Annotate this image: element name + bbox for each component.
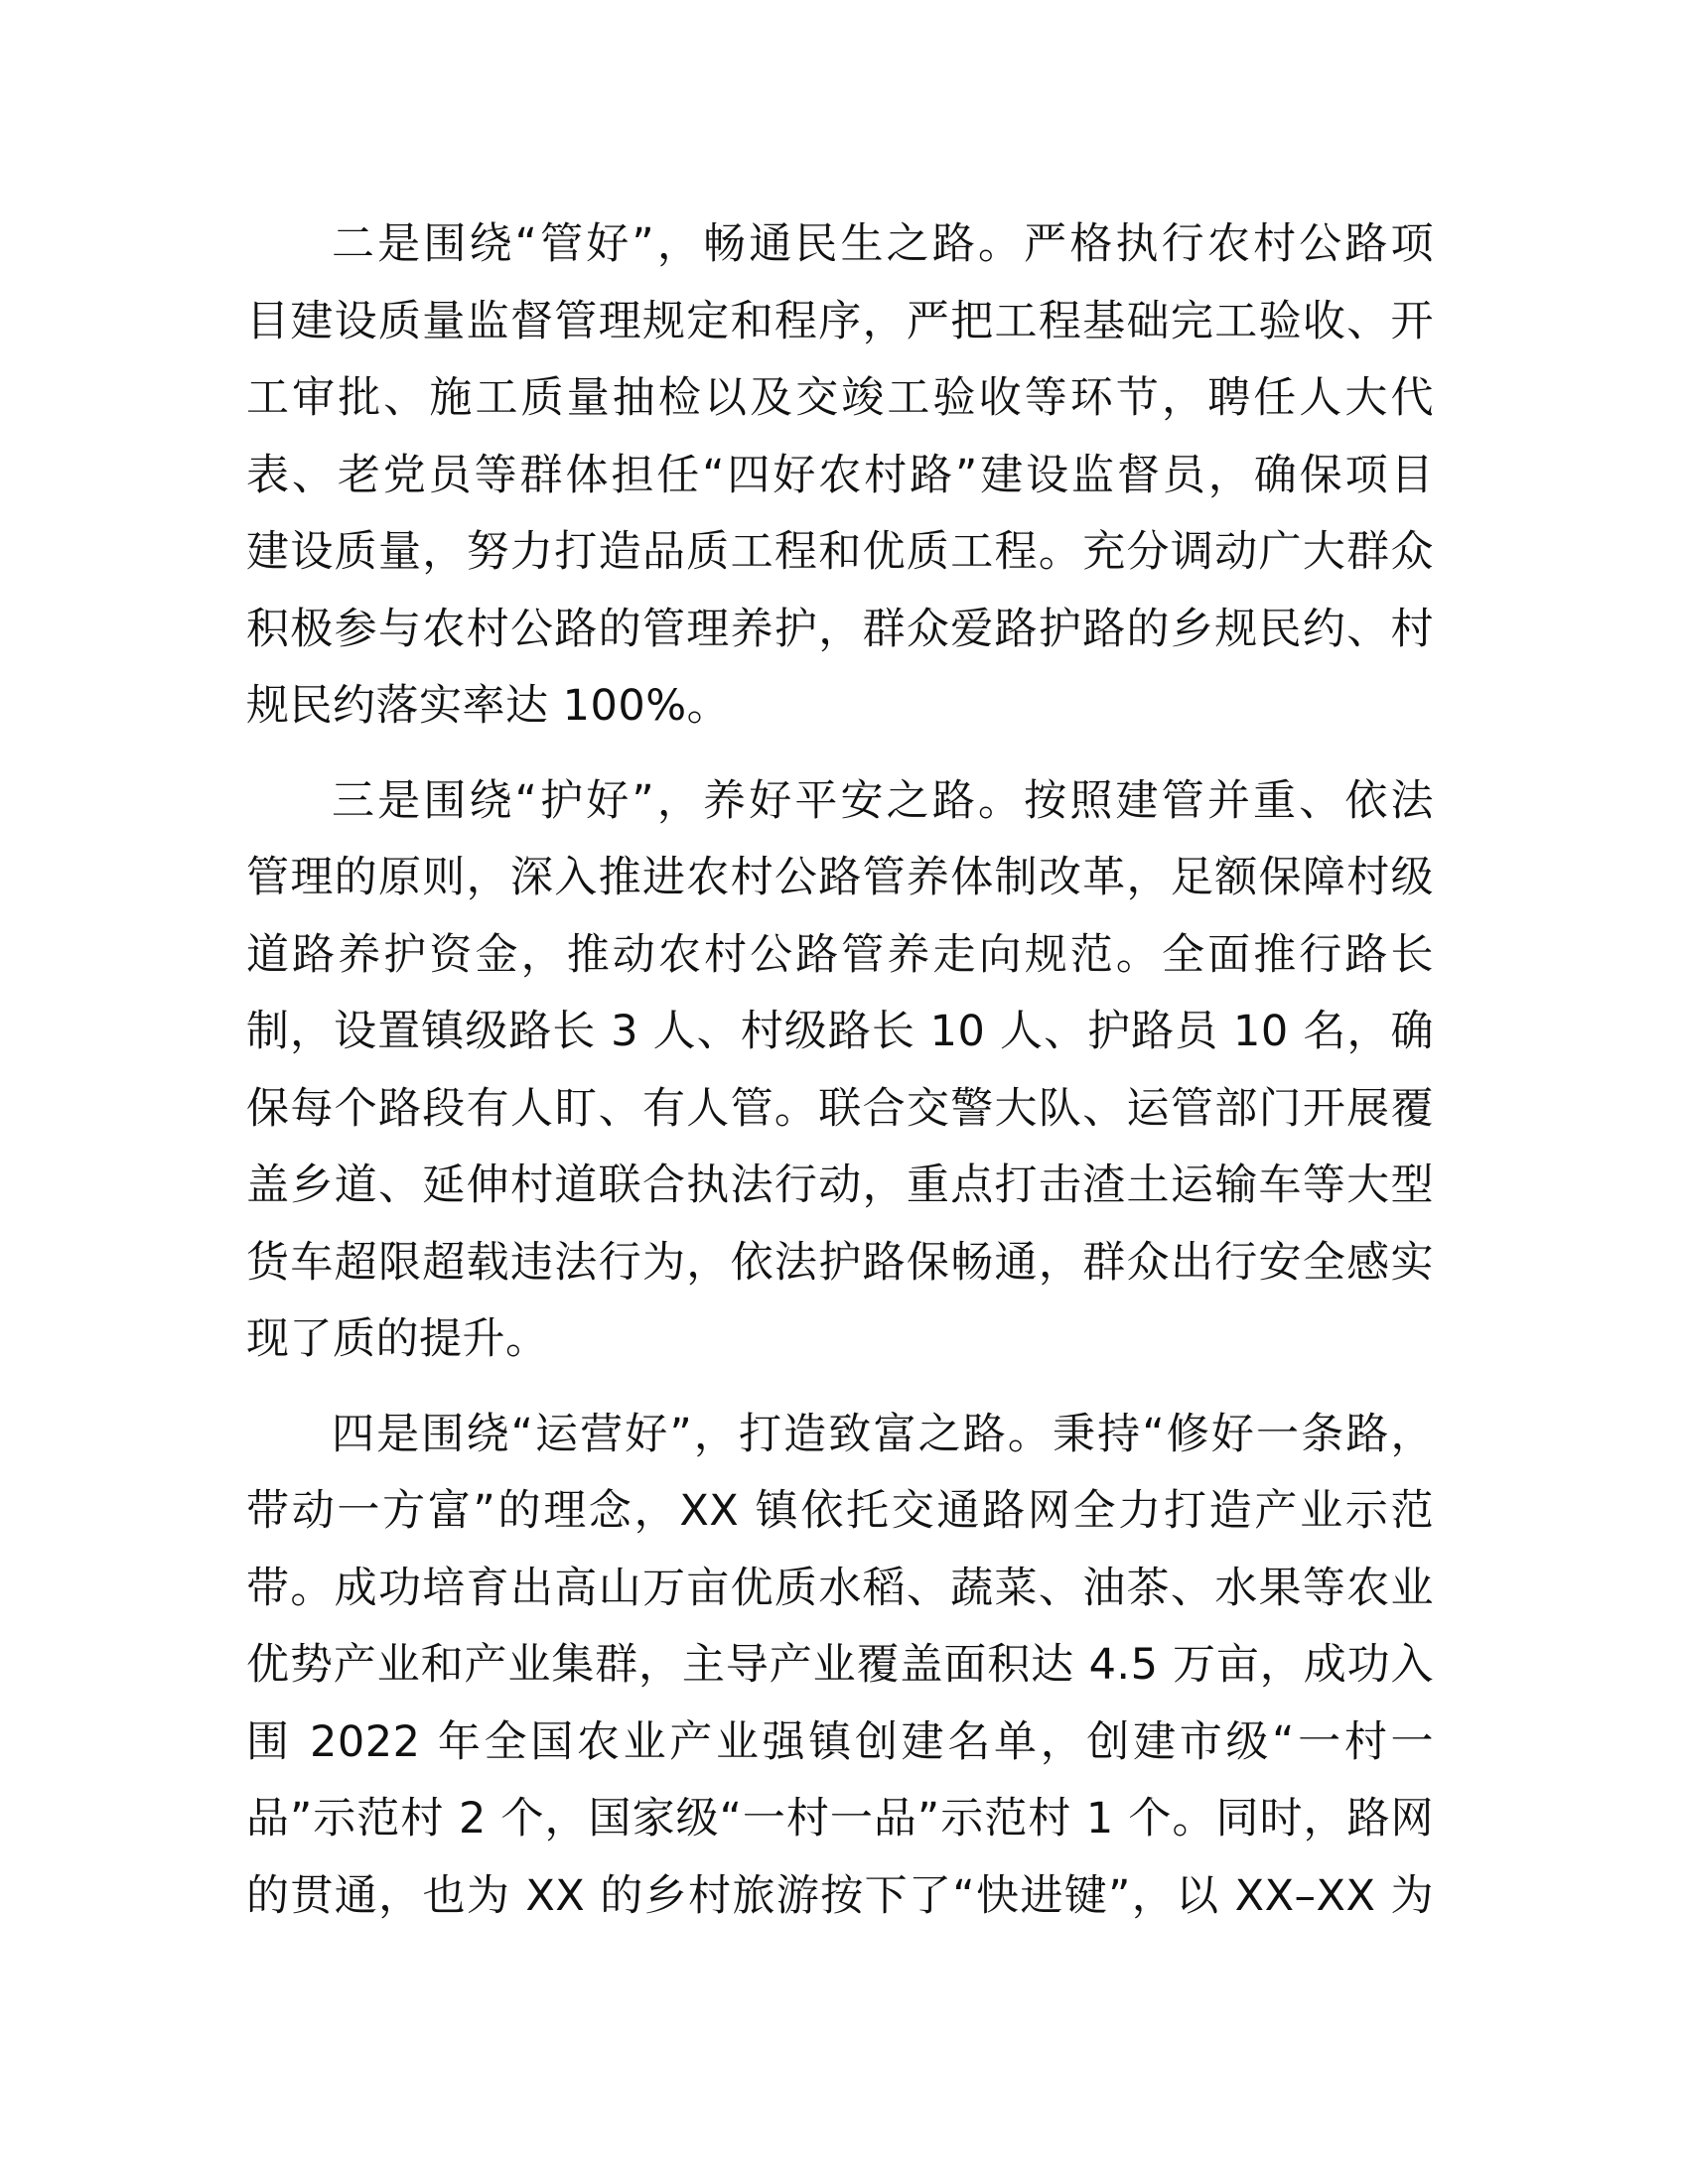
text-line: 围 2022 年全国农业产业强镇创建名单，创建市级“一村一 [246, 1716, 1434, 1767]
text-line: 带。成功培育出高山万亩优质水稻、蔬菜、油茶、水果等农业 [246, 1563, 1434, 1613]
text-line: 管理的原则，深入推进农村公路管养体制改革，足额保障村级 [246, 853, 1434, 902]
text-line: 二是围绕“管好”，畅通民生之路。严格执行农村公路项 [332, 219, 1434, 269]
text-line: 优势产业和产业集群，主导产业覆盖面积达 4.5 万亩，成功入 [246, 1640, 1434, 1690]
text-line: 现了质的提升。 [246, 1314, 549, 1364]
paragraph-huhao [246, 763, 1434, 1379]
document-body [246, 206, 1434, 1953]
text-line: 保每个路段有人盯、有人管。联合交警大队、运管部门开展覆 [246, 1083, 1434, 1134]
paragraph-yunyinghao [246, 1397, 1434, 1936]
text-line: 带动一方富”的理念，XX 镇依托交通路网全力打造产业示范 [246, 1486, 1434, 1536]
text-line: 盖乡道、延伸村道联合执法行动，重点打击渣土运输车等大型 [246, 1160, 1434, 1210]
text-line: 品”示范村 2 个，国家级“一村一品”示范村 1 个。同时，路网 [246, 1794, 1434, 1843]
text-line: 制，设置镇级路长 3 人、村级路长 10 人、护路员 10 名，确 [246, 1007, 1434, 1056]
text-line: 规民约落实率达 100%。 [246, 681, 731, 731]
text-line: 积极参与农村公路的管理养护，群众爱路护路的乡规民约、村 [246, 604, 1434, 654]
text-line: 工审批、施工质量抽检以及交竣工验收等环节，聘任人大代 [246, 373, 1434, 423]
text-line: 目建设质量监督管理规定和程序，严把工程基础完工验收、开 [246, 296, 1434, 346]
text-line: 三是围绕“护好”，养好平安之路。按照建管并重、依法 [332, 775, 1434, 826]
paragraph-guanhao [246, 206, 1434, 746]
text-line: 的贯通，也为 XX 的乡村旅游按下了“快进键”，以 XX–XX 为 [246, 1870, 1434, 1921]
text-line: 货车超限超载违法行为，依法护路保畅通，群众出行安全感实 [246, 1237, 1434, 1288]
text-line: 建设质量，努力打造品质工程和优质工程。充分调动广大群众 [246, 527, 1434, 577]
text-line: 四是围绕“运营好”，打造致富之路。秉持“修好一条路， [332, 1409, 1434, 1459]
text-line: 表、老党员等群体担任“四好农村路”建设监督员，确保项目 [246, 450, 1434, 500]
text-line: 道路养护资金，推动农村公路管养走向规范。全面推行路长 [246, 929, 1434, 980]
